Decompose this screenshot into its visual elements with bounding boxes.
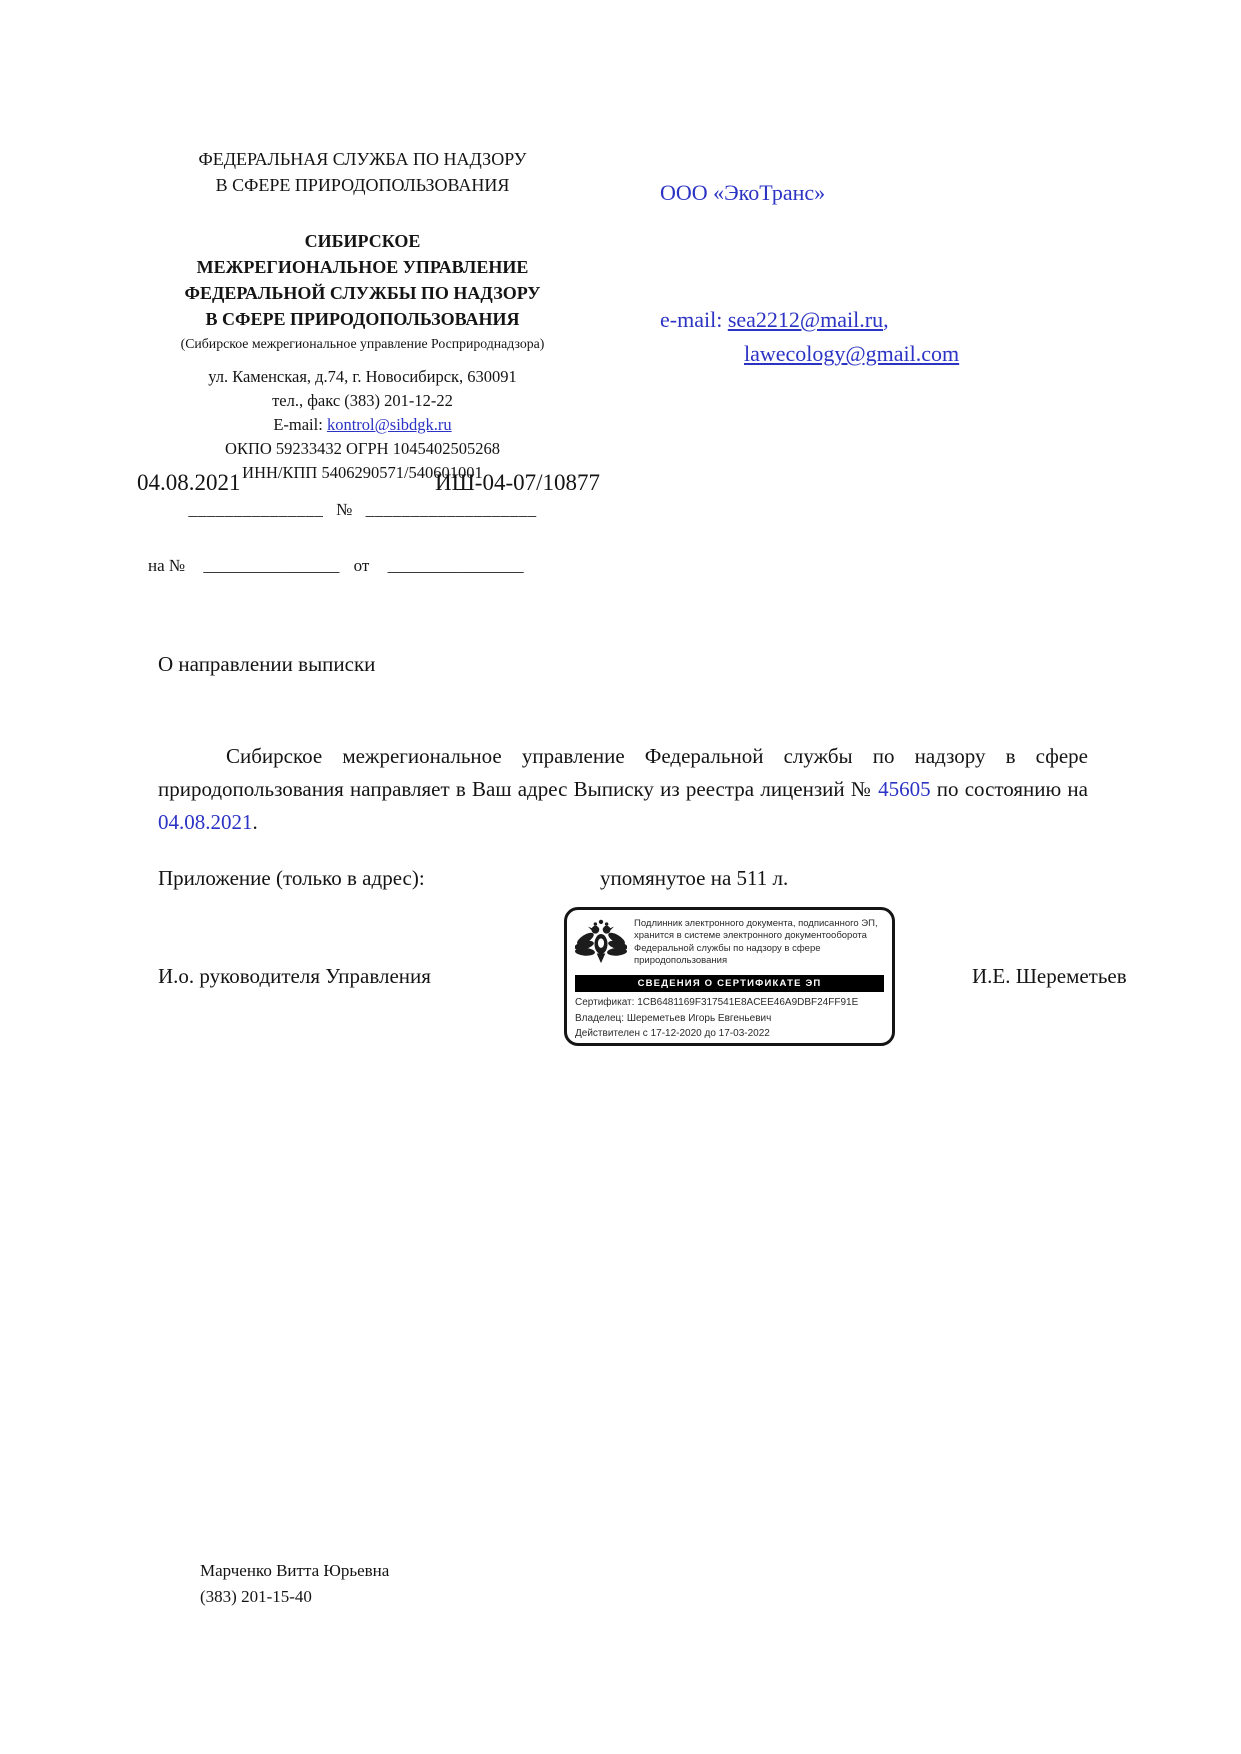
executor-block (200, 1558, 389, 1611)
letter-subject: О направлении выписки (158, 652, 376, 676)
stamp-certificate-label: Сертификат: (575, 997, 638, 1008)
sender-letterhead (125, 146, 600, 485)
recipient-email-line1 (660, 303, 959, 337)
stamp-top-row (575, 916, 884, 972)
executor-name: Марченко Витта Юрьевна (200, 1561, 390, 1580)
reply-reference-row (148, 556, 534, 576)
letter-body-paragraph (158, 740, 1088, 839)
signer-position: И.о. руководителя Управления (158, 964, 431, 988)
reply-prefix: на № (148, 556, 186, 575)
recipient-email1-link[interactable]: sea2212@mail.ru (727, 307, 884, 332)
sender-email-link[interactable]: kontrol@sibdgk.ru (326, 414, 452, 434)
department-name-line4: В СФЕРЕ ПРИРОДОПОЛЬЗОВАНИЯ (205, 309, 520, 330)
department-name-line3: ФЕДЕРАЛЬНОЙ СЛУЖБЫ ПО НАДЗОРУ (184, 283, 541, 304)
letter-date: 04.08.2021 (137, 470, 241, 495)
stamp-certificate-bar: СВЕДЕНИЯ О СЕРТИФИКАТЕ ЭП (575, 975, 884, 992)
stamp-certificate-value: 1CB6481169F317541E8ACEE46A9DBF24FF91E (637, 997, 859, 1008)
sender-email-label: E-mail: (273, 414, 327, 434)
department-name-line2: МЕЖРЕГИОНАЛЬНОЕ УПРАВЛЕНИЕ (196, 257, 529, 278)
stamp-validity-line: Действителен с 17-12-2020 до 17-03-2022 (575, 1028, 770, 1039)
reply-date-blank-line: ________________ (387, 556, 524, 575)
body-license-number: 45605 (878, 777, 931, 801)
attachment-value: упомянутое на 511 л. (600, 866, 789, 890)
recipient-email-block (660, 303, 959, 371)
reference-row (137, 470, 600, 496)
body-date: 04.08.2021 (158, 810, 253, 834)
body-text-part2: по состоянию на (930, 777, 1088, 801)
stamp-owner-value: Шереметьев Игорь Евгеньевич (626, 1012, 772, 1024)
department-name-line1: СИБИРСКОЕ (304, 231, 421, 252)
reply-number-blank-line: ________________ (203, 556, 340, 575)
department-short-name: (Сибирское межрегиональное управление Росприроднадзора) (180, 335, 545, 351)
body-text-part3: . (252, 810, 258, 834)
sender-contact-block (125, 365, 600, 485)
recipient-name: ООО «ЭкоТранс» (660, 180, 826, 205)
sender-inn-kpp: ИНН/КПП 5406290571/540601001 (242, 462, 483, 482)
recipient-email-label: e-mail: (660, 307, 728, 332)
service-name-line1: ФЕДЕРАЛЬНАЯ СЛУЖБА ПО НАДЗОРУ (198, 149, 527, 169)
department-name (125, 228, 600, 332)
sender-phone: тел., факс (383) 201-12-22 (272, 390, 453, 410)
sender-address: ул. Каменская, д.74, г. Новосибирск, 630091 (208, 366, 517, 386)
sender-okpo-ogrn: ОКПО 59233432 ОГРН 1045402505268 (225, 438, 500, 458)
signer-name: И.Е. Шереметьев (972, 964, 1127, 988)
stamp-certificate-line (575, 995, 884, 1011)
stamp-owner-label: Владелец: (575, 1012, 627, 1024)
body-text-part1: Сибирское межрегиональное управление Федеральной службы по надзору в сфере природопользования направляет в Ваш адрес Выписку из реестра лицензий № (158, 744, 1088, 801)
recipient-email2-link[interactable]: lawecology@gmail.com (744, 341, 960, 367)
number-sign: № (336, 500, 353, 519)
date-blank-line: _______________ (188, 500, 324, 519)
e-signature-stamp (564, 907, 895, 1046)
reference-blank-row (125, 500, 600, 520)
reply-from-label: от (353, 556, 370, 575)
federal-service-name (125, 146, 600, 198)
executor-phone: (383) 201-15-40 (200, 1587, 312, 1607)
service-name-line2: В СФЕРЕ ПРИРОДОПОЛЬЗОВАНИЯ (215, 175, 510, 196)
attachment-label: Приложение (только в адрес): (158, 866, 425, 890)
recipient-email-line2 (660, 337, 959, 371)
sender-email-line (125, 413, 600, 437)
stamp-header-text: Подлинник электронного документа, подписанного ЭП, хранится в системе электронного документооборота Федеральной службы по надзору в сфере природопользования (634, 918, 878, 967)
letter-number: ИШ-04-07/10877 (434, 470, 600, 495)
recipient-email-separator: , (883, 307, 889, 332)
stamp-owner-line (575, 1011, 884, 1027)
russian-double-eagle-emblem-icon (575, 916, 627, 972)
number-blank-line: ___________________ (365, 500, 537, 519)
